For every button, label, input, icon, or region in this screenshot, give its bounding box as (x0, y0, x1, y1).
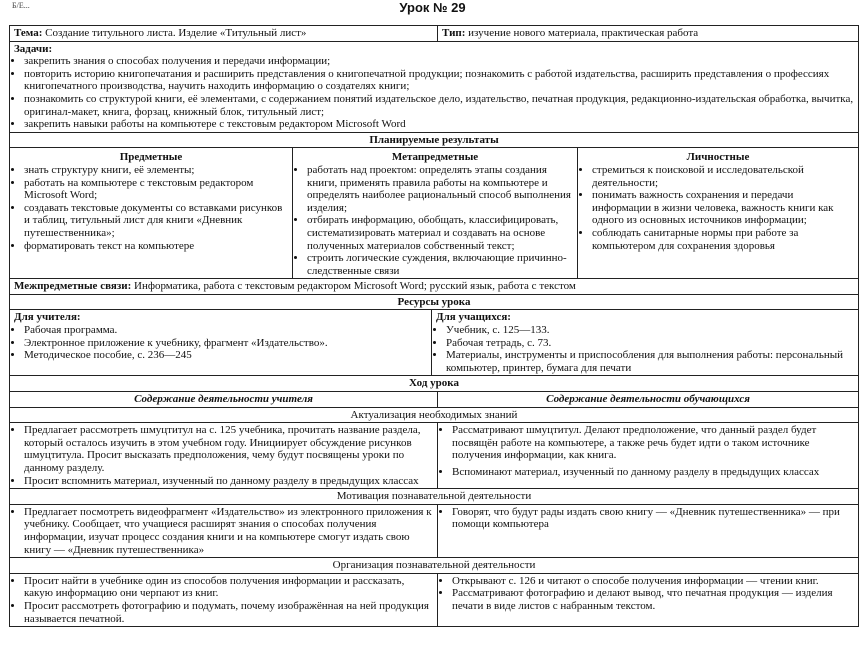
flow-columns-row (10, 392, 859, 408)
teacher-resources-label: Для учителя: (14, 311, 81, 324)
links-row (10, 279, 859, 295)
meta-results-title: Метапредметные (391, 151, 479, 164)
student-activity-cell (438, 423, 859, 489)
task-item: • закрепить навыки работы на компьютере с текстовым редактором Microsoft Word (24, 118, 854, 131)
result-item: • строить логические суждения, включающие причинно-следственные связи (307, 252, 573, 277)
lesson-plan-table (9, 25, 859, 627)
links-cell (10, 279, 859, 295)
teacher-resources-cell (10, 310, 432, 376)
topic-text: Создание титульного листа. Изделие «Титульный лист» (45, 27, 307, 39)
task-item: • познакомить со структурой книги, её элементами, с содержанием понятий издательское дело, издательство, печатная продукция, редакционно-издательская обработка, вычитка, оригинал-макет, книга, форзац, книжный блок, титульный лист; (24, 93, 854, 118)
task-item: • закрепить знания о способах получения и передачи информации; (24, 55, 854, 68)
meta-results-list (297, 164, 573, 277)
flow-heading-row (10, 376, 859, 392)
subject-results-cell (10, 148, 293, 279)
stage-row (10, 573, 859, 626)
teacher-activity-item: • Просит рассмотреть фотографию и подумать, почему изображённая на ней продукция называется печатной. (24, 600, 433, 625)
stage-row (10, 423, 859, 489)
topic-row (10, 26, 859, 42)
personal-results-title: Личностные (686, 151, 750, 164)
topic-cell (10, 26, 438, 42)
student-resources-cell (432, 310, 859, 376)
flow-heading: Ход урока (10, 376, 859, 392)
teacher-activity-cell (10, 423, 438, 489)
result-item: • соблюдать санитарные нормы при работе за компьютером для сохранения здоровья (592, 227, 854, 252)
personal-results-cell (578, 148, 859, 279)
results-heading: Планируемые результаты (10, 132, 859, 148)
result-item: • работать над проектом: определять этапы создания книги, применять правила работы на компьютере и определять наиболее рациональный способ выполнения изделия; (307, 164, 573, 214)
student-activity-cell (438, 573, 859, 626)
resources-row (10, 310, 859, 376)
student-column-heading: Содержание деятельности обучающихся (438, 392, 859, 408)
teacher-activity-item: • Предлагает посмотреть видеофрагмент «Издательство» из электронного приложения к учебнику. Сообщает, что учащиеся расширят знания о способах получения информации, изучат процесс создания книги и на компьютере смогут издать свою книгу — «Дневник путешественника» (24, 506, 433, 556)
teacher-activity-cell (10, 504, 438, 557)
resources-heading-row (10, 294, 859, 310)
stage-title-row (10, 558, 859, 574)
topic-label: Тема: (14, 27, 43, 39)
teacher-activity-cell (10, 573, 438, 626)
resource-item: • Методическое пособие, с. 236—245 (24, 349, 427, 362)
result-item: • форматировать текст на компьютере (24, 240, 288, 253)
student-activity-item: • Открывают с. 126 и читают о способе получения информации — чтении книг. (452, 575, 854, 588)
stage-row (10, 504, 859, 557)
student-resources-label: Для учащихся: (436, 311, 511, 324)
type-text: изучение нового материала, практическая работа (468, 27, 699, 39)
results-heading-row (10, 132, 859, 148)
teacher-activity-item: • Просит найти в учебнике один из способов получения информации и рассказать, какую информацию они черпают из книг. (24, 575, 433, 600)
resource-item: • Электронное приложение к учебнику, фрагмент «Издательство». (24, 337, 427, 350)
result-item: • работать на компьютере с текстовым редактором Microsoft Word; (24, 177, 288, 202)
student-activity-item: • Рассматривают фотографию и делают вывод, что печатная продукция — изделия печати в виде листов с набранным текстом. (452, 587, 854, 612)
result-item: • отбирать информацию, обобщать, классифицировать, систематизировать материал и создавать на основе полученных материалов собственный текст; (307, 214, 573, 252)
student-resources-list (436, 324, 854, 374)
student-activity-item: • Говорят, что будут рады издать свою книгу — «Дневник путешественника» — при помощи компьютера (452, 506, 854, 531)
teacher-activity-item: • Предлагает рассмотреть шмуцтитул на с. 125 учебника, прочитать название раздела, который осталось изучить в этом учебном году. Инициирует обсуждение рисунков шмуцтитула. Просит высказать предположения, чему будут посвящены уроки по данному разделу. (24, 424, 433, 474)
meta-results-cell (293, 148, 578, 279)
type-label: Тип: (442, 27, 466, 39)
links-text: Информатика, работа с текстовым редактором Microsoft Word; русский язык, работа с текстом (134, 280, 576, 293)
teacher-activity-item: • Просит вспомнить материал, изученный по данному разделу в предыдущих классах (24, 475, 433, 488)
subject-results-title: Предметные (119, 151, 183, 164)
lesson-title: Урок № 29 (399, 0, 466, 15)
tasks-label: Задачи: (14, 42, 53, 55)
resource-item: • Рабочая тетрадь, с. 73. (446, 337, 854, 350)
type-cell (438, 26, 859, 42)
result-item: • знать структуру книги, её элементы; (24, 164, 288, 177)
stage-title-row (10, 407, 859, 423)
student-activity-item: • Рассматривают шмуцтитул. Делают предположение, что данный раздел будет посвящён работе на компьютере, а также речь будет идти о таком источнике получения информации, как книга. (452, 424, 854, 462)
teacher-resources-list (14, 324, 427, 362)
tasks-row (10, 41, 859, 132)
links-label: Межпредметные связи: (14, 280, 132, 293)
result-item: • создавать текстовые документы со вставками рисунков и таблиц, титульный лист для книги «Дневник путешественника»; (24, 202, 288, 240)
resource-item: • Учебник, с. 125—133. (446, 324, 854, 337)
personal-results-list (582, 164, 854, 252)
student-activity-cell (438, 504, 859, 557)
teacher-column-heading: Содержание деятельности учителя (10, 392, 438, 408)
stage-title: Мотивация познавательной деятельности (10, 489, 859, 505)
result-item: • стремиться к поисковой и исследовательской деятельности; (592, 164, 854, 189)
results-row (10, 148, 859, 279)
resources-heading: Ресурсы урока (10, 294, 859, 310)
stage-title-row (10, 489, 859, 505)
tasks-list (14, 55, 854, 131)
header-mark: Б/Е... (12, 1, 30, 10)
result-item: • понимать важность сохранения и передачи информации в жизни человека, важность книги как одного из основных источников информации; (592, 189, 854, 227)
tasks-cell (10, 41, 859, 132)
student-activity-item: • Вспоминают материал, изученный по данному разделу в предыдущих классах (452, 466, 854, 479)
resource-item: • Материалы, инструменты и приспособления для выполнения работы: персональный компьютер, принтер, бумага для печати (446, 349, 854, 374)
task-item: • повторить историю книгопечатания и расширить представления о книгопечатной продукции; познакомить с работой издательства, расширить представления о профессиях книгопечатного производства, научить находить информацию о создателях книги; (24, 68, 854, 93)
resource-item: • Рабочая программа. (24, 324, 427, 337)
subject-results-list (14, 164, 288, 252)
stage-title: Организация познавательной деятельности (10, 558, 859, 574)
stage-title: Актуализация необходимых знаний (10, 407, 859, 423)
